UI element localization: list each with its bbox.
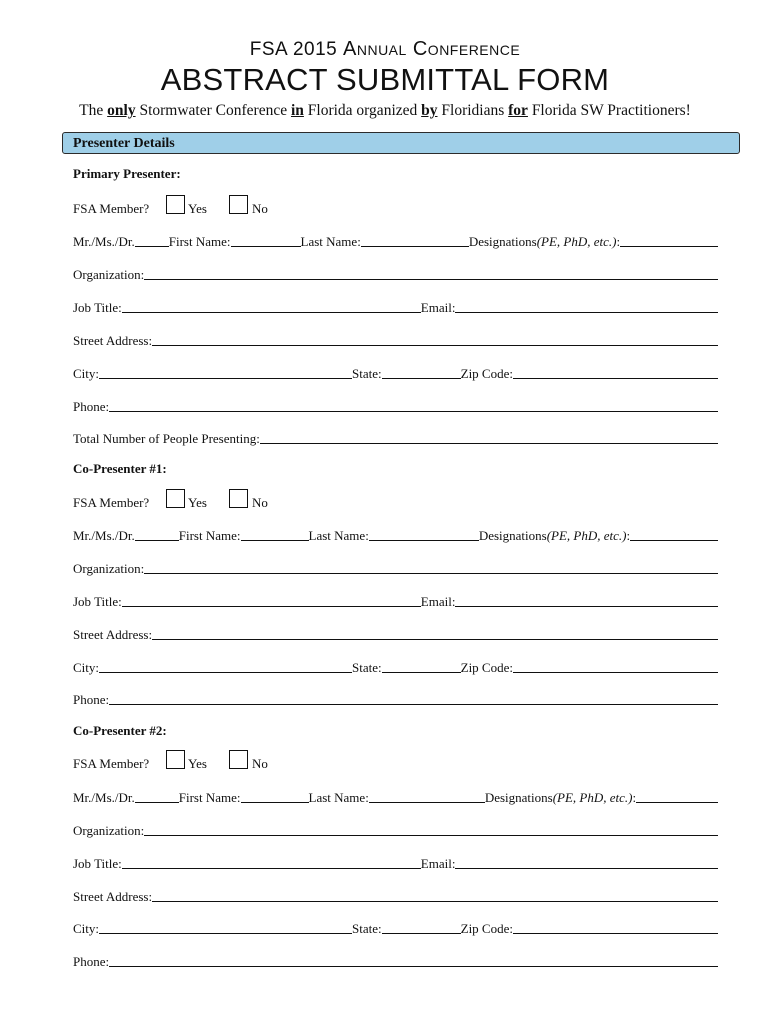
- first-name-label: First Name:: [168, 234, 231, 249]
- copresenter1-job-email-row: [73, 592, 718, 610]
- street-address-label: Street Address:: [73, 889, 153, 904]
- organization-label: Organization:: [73, 823, 145, 838]
- organization-label: Organization:: [73, 561, 145, 576]
- copresenter2-city-row: [73, 919, 718, 937]
- primary-fsa-no-checkbox[interactable]: [229, 195, 248, 214]
- zip-code-label: Zip Code:: [460, 921, 513, 936]
- copresenter1-designations-field[interactable]: [630, 529, 718, 541]
- copresenter2-city-field[interactable]: [99, 922, 352, 934]
- first-name-label: First Name:: [178, 528, 241, 543]
- copresenter1-organization-row: [73, 559, 718, 577]
- copresenter2-organization-field[interactable]: [144, 824, 718, 836]
- copresenter2-state-field[interactable]: [382, 922, 461, 934]
- zip-code-label: Zip Code:: [460, 660, 513, 675]
- first-name-label: First Name:: [178, 790, 241, 805]
- copresenter1-state-field[interactable]: [382, 661, 461, 673]
- no-label: No: [252, 201, 268, 216]
- copresenter2-designations-field[interactable]: [636, 791, 718, 803]
- yes-label: Yes: [188, 756, 207, 771]
- last-name-label: Last Name:: [300, 234, 361, 249]
- job-title-label: Job Title:: [73, 300, 122, 315]
- copresenter1-fsa-yes-checkbox[interactable]: [166, 489, 185, 508]
- tagline-text: Florida organized: [303, 102, 422, 119]
- street-address-label: Street Address:: [73, 627, 153, 642]
- designations-examples: (PE, PhD, etc.): [546, 528, 627, 543]
- job-title-label: Job Title:: [73, 594, 122, 609]
- designations-colon: :: [632, 790, 637, 805]
- designations-label: Designations: [468, 234, 537, 249]
- no-label: No: [252, 756, 268, 771]
- designations-colon: :: [616, 234, 621, 249]
- primary-city-row: [73, 364, 718, 382]
- copresenter1-zip-code-field[interactable]: [513, 661, 718, 673]
- copresenter2-name-row: [73, 788, 718, 806]
- tagline-text: The: [79, 102, 108, 119]
- email-label: Email:: [420, 856, 456, 871]
- copresenter2-organization-row: [73, 821, 718, 839]
- tagline: [0, 101, 770, 121]
- copresenter2-first-name-field[interactable]: [241, 791, 309, 803]
- copresenter1-name-row: [73, 526, 718, 544]
- primary-phone-row: [73, 397, 718, 415]
- street-address-label: Street Address:: [73, 333, 153, 348]
- copresenter2-street-row: [73, 887, 718, 905]
- state-label: State:: [352, 366, 382, 381]
- copresenter2-salutation-field[interactable]: [135, 791, 179, 803]
- organization-label: Organization:: [73, 267, 145, 282]
- fsa-member-label: FSA Member?: [73, 495, 150, 510]
- section-title: Presenter Details: [73, 136, 175, 151]
- tagline-emphasis-only: only: [107, 102, 136, 119]
- copresenter1-job-title-field[interactable]: [122, 595, 421, 607]
- primary-organization-row: [73, 265, 718, 283]
- email-label: Email:: [420, 594, 456, 609]
- primary-organization-field[interactable]: [144, 268, 718, 280]
- copresenter2-job-email-row: [73, 854, 718, 872]
- primary-fsa-yes-checkbox[interactable]: [166, 195, 185, 214]
- phone-label: Phone:: [73, 692, 110, 707]
- tagline-text: Stormwater Conference: [135, 102, 291, 119]
- conference-title: [0, 37, 770, 61]
- city-label: City:: [73, 921, 100, 936]
- total-presenting-label: Total Number of People Presenting:: [73, 431, 260, 446]
- tagline-text: Florida SW Practitioners!: [527, 102, 691, 119]
- last-name-label: Last Name:: [308, 790, 369, 805]
- fsa-member-label: FSA Member?: [73, 201, 150, 216]
- copresenter1-fsa-no-checkbox[interactable]: [229, 489, 248, 508]
- job-title-label: Job Title:: [73, 856, 122, 871]
- designations-colon: :: [626, 528, 631, 543]
- copresenter2-street-address-field[interactable]: [152, 890, 718, 902]
- copresenter2-fsa-no-checkbox[interactable]: [229, 750, 248, 769]
- copresenter1-heading: Co-Presenter #1:: [73, 461, 167, 476]
- phone-label: Phone:: [73, 399, 110, 414]
- copresenter1-salutation-field[interactable]: [135, 529, 179, 541]
- primary-street-address-field[interactable]: [152, 334, 718, 346]
- tagline-emphasis-by: by: [421, 102, 438, 119]
- copresenter2-last-name-field[interactable]: [369, 791, 485, 803]
- tagline-emphasis-in: in: [290, 102, 304, 119]
- designations-examples: (PE, PhD, etc.): [536, 234, 617, 249]
- copresenter1-phone-field[interactable]: [109, 693, 718, 705]
- designations-label: Designations: [478, 528, 547, 543]
- copresenter1-email-field[interactable]: [455, 595, 718, 607]
- copresenter1-city-field[interactable]: [99, 661, 352, 673]
- designations-label: Designations: [484, 790, 553, 805]
- state-label: State:: [352, 921, 382, 936]
- copresenter2-email-field[interactable]: [455, 857, 718, 869]
- phone-label: Phone:: [73, 954, 110, 969]
- primary-first-name-field[interactable]: [231, 235, 301, 247]
- primary-salutation-field[interactable]: [135, 235, 169, 247]
- yes-label: Yes: [188, 495, 207, 510]
- primary-presenter-heading: Primary Presenter:: [73, 166, 181, 181]
- primary-state-field[interactable]: [382, 367, 461, 379]
- copresenter2-phone-field[interactable]: [109, 955, 718, 967]
- primary-job-title-field[interactable]: [122, 301, 421, 313]
- salutation-label: Mr./Ms./Dr.: [73, 790, 135, 805]
- tagline-emphasis-for: for: [508, 102, 528, 119]
- copresenter1-street-address-field[interactable]: [152, 628, 718, 640]
- primary-street-row: [73, 331, 718, 349]
- state-label: State:: [352, 660, 382, 675]
- conference-year: FSA 2015: [249, 39, 338, 60]
- primary-designations-field[interactable]: [620, 235, 718, 247]
- form-title: ABSTRACT SUBMITTAL FORM: [160, 62, 610, 97]
- copresenter1-street-row: [73, 625, 718, 643]
- city-label: City:: [73, 366, 100, 381]
- email-label: Email:: [420, 300, 456, 315]
- primary-job-email-row: [73, 298, 718, 316]
- total-presenting-field[interactable]: [260, 432, 718, 444]
- designations-examples: (PE, PhD, etc.): [552, 790, 633, 805]
- city-label: City:: [73, 660, 100, 675]
- copresenter1-last-name-field[interactable]: [369, 529, 479, 541]
- conference-name: Annual Conference: [343, 38, 521, 60]
- primary-zip-code-field[interactable]: [513, 367, 718, 379]
- copresenter1-city-row: [73, 658, 718, 676]
- tagline-text: Floridians: [437, 102, 509, 119]
- yes-label: Yes: [188, 201, 207, 216]
- last-name-label: Last Name:: [308, 528, 369, 543]
- copresenter1-phone-row: [73, 690, 718, 708]
- total-presenting-row: [73, 429, 718, 447]
- section-header-presenter-details: [62, 132, 740, 154]
- salutation-label: Mr./Ms./Dr.: [73, 528, 135, 543]
- copresenter1-organization-field[interactable]: [144, 562, 718, 574]
- copresenter2-zip-code-field[interactable]: [513, 922, 718, 934]
- copresenter1-first-name-field[interactable]: [241, 529, 309, 541]
- copresenter2-fsa-yes-checkbox[interactable]: [166, 750, 185, 769]
- primary-phone-field[interactable]: [109, 400, 718, 412]
- copresenter2-job-title-field[interactable]: [122, 857, 421, 869]
- salutation-label: Mr./Ms./Dr.: [73, 234, 135, 249]
- zip-code-label: Zip Code:: [460, 366, 513, 381]
- copresenter2-phone-row: [73, 952, 718, 970]
- fsa-member-label: FSA Member?: [73, 756, 150, 771]
- no-label: No: [252, 495, 268, 510]
- primary-last-name-field[interactable]: [361, 235, 469, 247]
- primary-name-row: [73, 232, 718, 250]
- primary-email-field[interactable]: [455, 301, 718, 313]
- primary-city-field[interactable]: [99, 367, 352, 379]
- copresenter2-heading: Co-Presenter #2:: [73, 723, 167, 738]
